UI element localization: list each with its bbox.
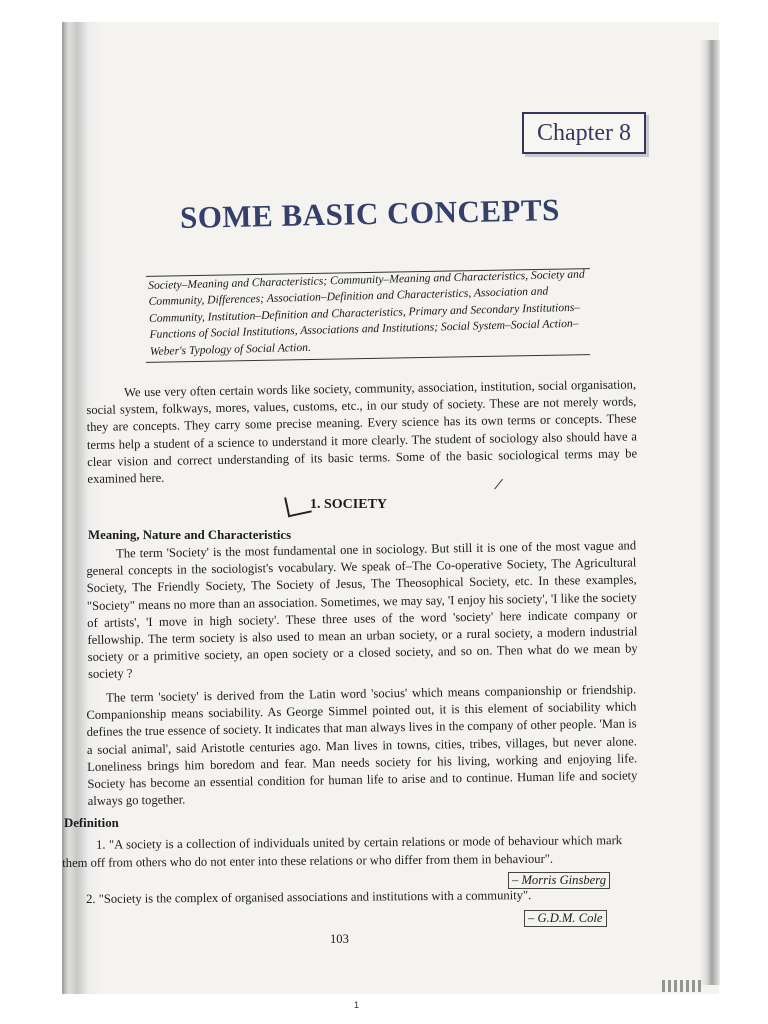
chapter-label: Chapter 8 xyxy=(522,112,646,154)
chapter-title: SOME BASIC CONCEPTS xyxy=(179,192,561,235)
definition-2-author: – G.D.M. Cole xyxy=(524,910,607,927)
definition-1-author: – Morris Ginsberg xyxy=(508,872,610,889)
handwritten-slash: / xyxy=(492,473,505,495)
definition-1: 1. "A society is a collection of individuals united by certain relations or mode of behaviour which mark them off from others who do not enter into these relations or who differ from them in behaviour". xyxy=(62,833,623,870)
page-number: 103 xyxy=(330,932,349,946)
page-right-shadow xyxy=(700,40,720,985)
derivation-paragraph: The term 'society' is derived from the Latin word 'socius' which means companionship or friendship. Companionship means sociability. As George Simmel pointed out, it is this element of sociability which defines the true essence of society. It indicates that man always lives in the company of other people. 'Man is a social animal', said Aristotle centuries ago. Man lives in towns, cities, tribes, villages, but never alone. Loneliness brings him boredom and fear. Man needs society for his living, working and enjoying life. Society has become an essential condition for human life to arise and to continue. Human life and society always go together. xyxy=(86,682,638,809)
intro-paragraph: We use very often certain words like society, community, association, institution, social organisation, social system, folkways, mores, values, customs, etc., in our study of society. These are not merely words, they are concepts. They carry some precise meaning. Every science has its own terms or concepts. These terms help a student of a science to understand it more clearly. The student of sociology also should have a clear vision and correct understanding of its basic terms. Some of the basic sociological terms may be examined here. xyxy=(86,377,638,487)
subheading: Meaning, Nature and Characteristics xyxy=(88,528,292,542)
chapter-topics: Society–Meaning and Characteristics; Community–Meaning and Characteristics, Society and Community, Differences; Association–Definition and Characteristics, Association and Community, Institution–Definition and Characteristics, Primary and Secondary Institutions–Functions of Social Institutions, Associations and Institutions; Social System–Social Action–Weber's Typology of Social Action. xyxy=(148,267,585,358)
scan-artifact xyxy=(662,980,702,992)
section-heading: 1. SOCIETY xyxy=(310,497,388,512)
definition-2: 2. "Society is the complex of organised associations and institutions with a community". xyxy=(86,888,532,906)
meaning-paragraph: The term 'Society' is the most fundamental one in sociology. But still it is one of the most vague and general concepts in the sociologist's vocabulary. We speak of–The Co-operative Society, The Agricultural Society, The Friendly Society, The Society of Jesus, The Theosophical Society, etc. In these examples, "Society" means no more than an association. Sometimes, we may say, 'I enjoy his society', 'I like the society of artists', 'I move in high society'. These three uses of the word 'society' here indicate company or fellowship. The term society is also used to mean an urban society, or a rural society, a modern industrial society or a primitive society, an open society or a closed society, and so on. Then what do we mean by society ? xyxy=(86,538,638,682)
definition-heading: Definition xyxy=(64,816,119,830)
footer-page-index: 1 xyxy=(354,1000,360,1010)
